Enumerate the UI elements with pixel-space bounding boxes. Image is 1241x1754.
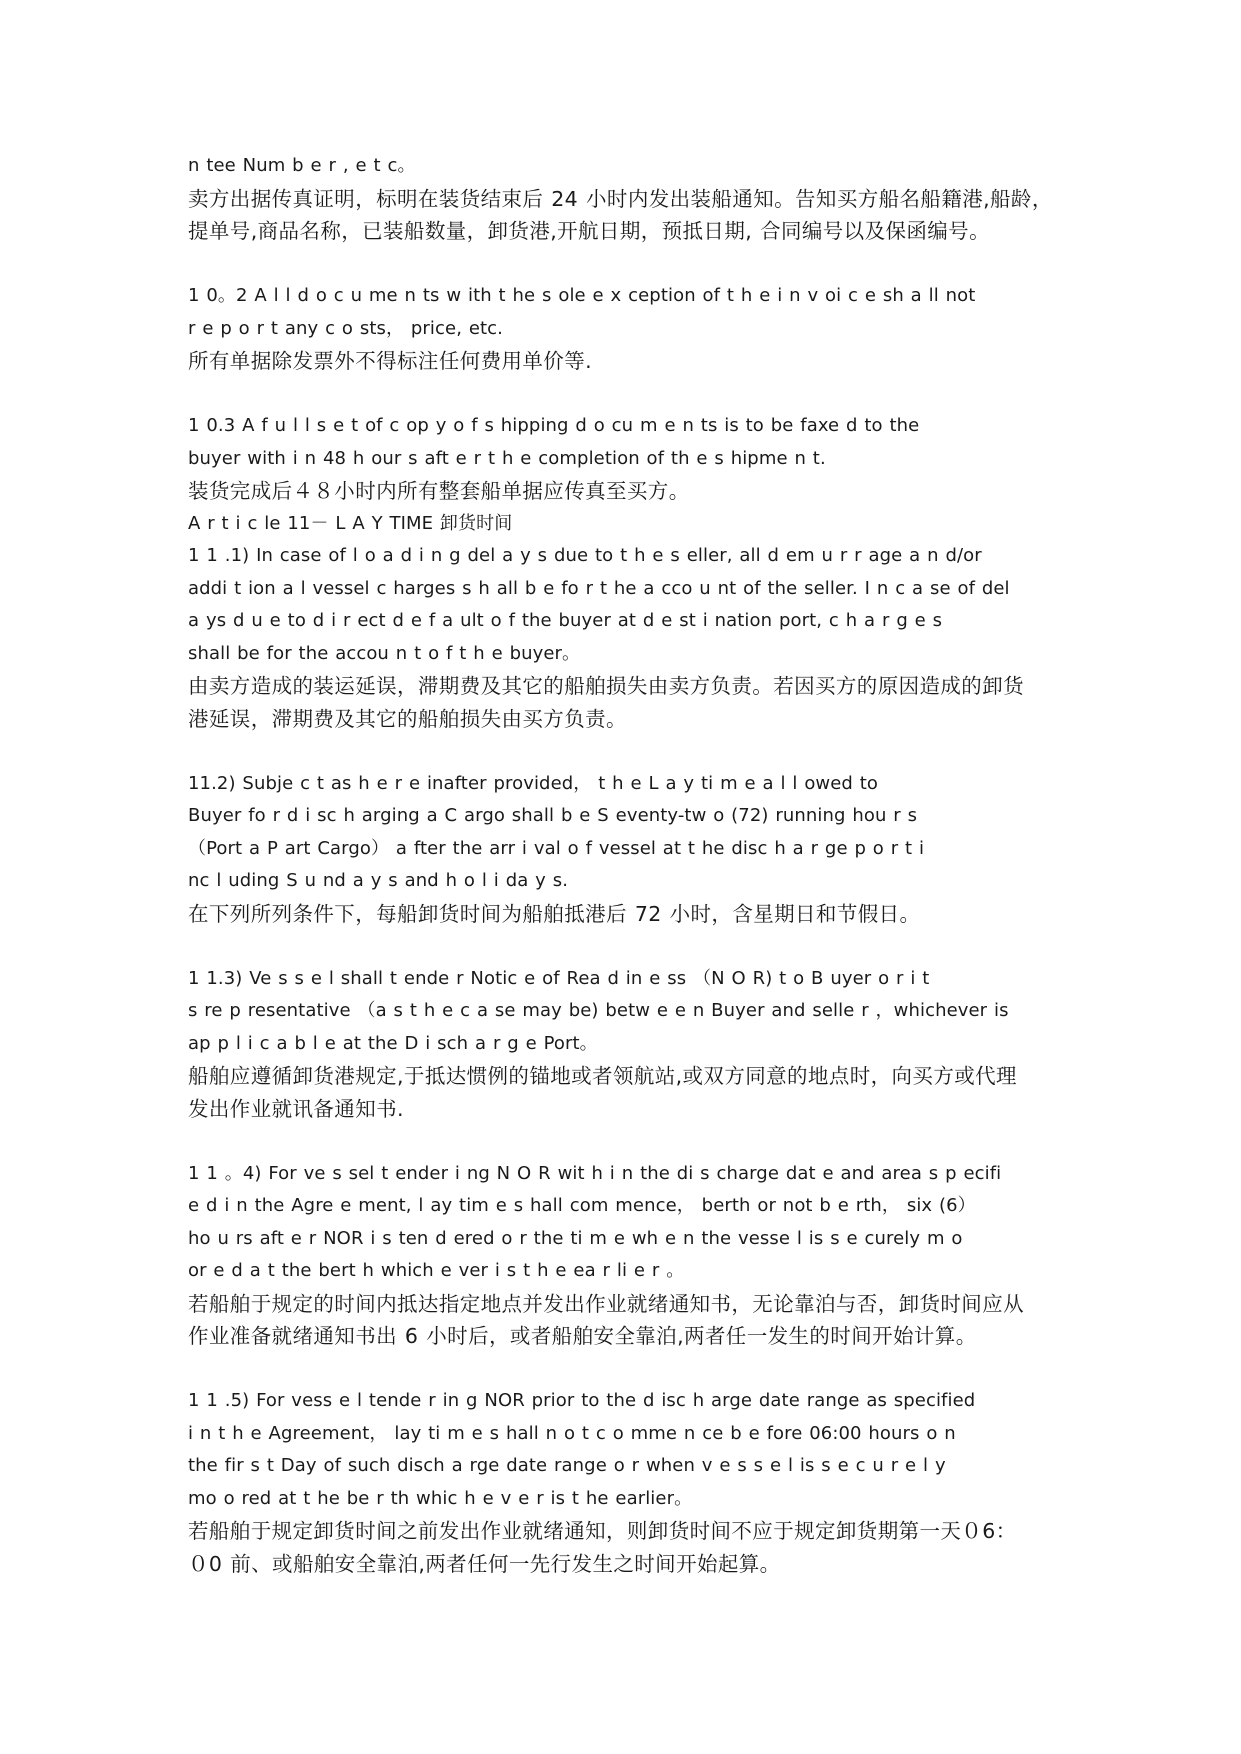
english-text-line: 1 1 .1) In case of l o a d i n g del a y s due to t h e s eller, all d em u r r age a n d/or xyxy=(188,545,982,566)
english-text-line: mo o red at t he be r th whic h e v e r is t he earlier。 xyxy=(188,1487,693,1509)
english-text-line: or e d a t the bert h which e ver i s t h e ea r li e r 。 xyxy=(188,1260,685,1281)
chinese-text-line: 提单号,商品名称，已装船数量，卸货港,开航日期，预抵日期, 合同编号以及保函编号。 xyxy=(188,219,990,243)
english-text-line: s re p resentative （a s t h e c a se may be) betw e e n Buyer and selle r ，whichever is xyxy=(188,1000,1009,1021)
clause-block xyxy=(188,768,1056,931)
english-text-line: A r t i c le 11－ L A Y TIME 卸货时间 xyxy=(188,512,513,534)
clause-block xyxy=(188,280,1056,378)
english-text-line: （Port a P art Cargo） a fter the arr i val o f vessel at t he disc h a r ge p o r t i xyxy=(188,837,925,859)
english-text-line: i n t h e Agreement， lay ti m e s hall n o t c o mme n ce b e fore 06:00 hours o n xyxy=(188,1422,956,1444)
paragraph-gap xyxy=(188,735,1056,768)
english-text-line: a ys d u e to d i r ect d e f a ult o f the buyer at d e st i nation port, c h a r g e s xyxy=(188,610,943,631)
english-text-line: Buyer fo r d i sc h arging a C argo shall b e S eventy-tw o (72) running hou r s xyxy=(188,805,918,826)
english-text-line: 1 1 。4) For ve s sel t ender i ng N O R wit h i n the di s charge dat e and area s p ecifi xyxy=(188,1162,1002,1184)
paragraph-gap xyxy=(188,930,1056,963)
english-text-line: shall be for the accou n t o f t h e buyer。 xyxy=(188,642,581,664)
english-text-line: 1 1.3) Ve s s e l shall t ende r Notic e of Rea d in e ss （N O R) t o B uyer o r i t xyxy=(188,967,930,989)
english-text-line: buyer with i n 48 h our s aft e r t h e completion of th e s hipme n t. xyxy=(188,447,826,469)
chinese-text-line: 港延误，滞期费及其它的船舶损失由买方负责。 xyxy=(188,706,627,731)
english-text-line: 1 1 .5) For vess e l tende r in g NOR prior to the d isc h arge date range as specified xyxy=(188,1390,976,1411)
chinese-text-line: 卖方出据传真证明，标明在装货结束后 24 小时内发出装船通知。告知买方船名船籍港,船龄， xyxy=(188,186,1053,211)
clause-block xyxy=(188,150,1056,248)
english-text-line: n tee Num b e r , e t c。 xyxy=(188,155,416,176)
chinese-text-line: ０0 前、或船舶安全靠泊,两者任何一先行发生之时间开始起算。 xyxy=(188,1551,781,1576)
chinese-text-line: 由卖方造成的装运延误，滞期费及其它的船舶损失由卖方负责。若因买方的原因造成的卸货 xyxy=(188,674,1024,698)
english-text-line: ap p l i c a b l e at the D i sch a r g e Port。 xyxy=(188,1032,598,1054)
chinese-text-line: 船舶应遵循卸货港规定,于抵达惯例的锚地或者领航站,或双方同意的地点时，向买方或代理 xyxy=(188,1064,1017,1088)
clause-block xyxy=(188,1385,1056,1580)
chinese-text-line: 装货完成后４８小时内所有整套船单据应传真至买方。 xyxy=(188,479,690,503)
english-text-line: 1 0.3 A f u l l s e t of c op y o f s hipping d o cu m e n ts is to be faxe d to the xyxy=(188,415,920,436)
english-text-line: 11.2) Subje c t as h e r e inafter provided， t h e L a y ti m e a l l owed to xyxy=(188,772,879,794)
chinese-text-line: 若船舶于规定卸货时间之前发出作业就绪通知，则卸货时间不应于规定卸货期第一天０6： xyxy=(188,1519,1017,1543)
english-text-line: the fir s t Day of such disch a rge date range o r when v e s s e l is s e c u r e l y xyxy=(188,1455,946,1476)
english-text-line: 1 0。2 A l l d o c u me n ts w ith t he s ole e x ception of t h e i n v oi c e sh a ll not xyxy=(188,285,976,306)
document-page xyxy=(188,150,1056,1580)
english-text-line: addi t ion a l vessel c harges s h all b e fo r t he a cco u nt of the seller. I n c a se of del xyxy=(188,577,1010,599)
paragraph-gap xyxy=(188,1353,1056,1386)
english-text-line: e d i n the Agre e ment, l ay tim e s hall com mence， berth or not b e rth， six (6） xyxy=(188,1195,976,1216)
english-text-line: r e p o r t any c o sts， price, etc. xyxy=(188,317,503,339)
paragraph-gap xyxy=(188,1125,1056,1158)
clause-block xyxy=(188,410,1056,735)
clause-block xyxy=(188,963,1056,1126)
chinese-text-line: 在下列所列条件下，每船卸货时间为船舶抵港后 72 小时，含星期日和节假日。 xyxy=(188,901,921,926)
paragraph-gap xyxy=(188,248,1056,281)
english-text-line: nc l uding S u nd a y s and h o l i da y s. xyxy=(188,870,569,891)
chinese-text-line: 所有单据除发票外不得标注任何费用单价等. xyxy=(188,349,593,373)
chinese-text-line: 作业准备就绪通知书出 6 小时后，或者船舶安全靠泊,两者任一发生的时间开始计算。 xyxy=(188,1324,977,1348)
chinese-text-line: 若船舶于规定的时间内抵达指定地点并发出作业就绪通知书，无论靠泊与否，卸货时间应从 xyxy=(188,1291,1024,1316)
english-text-line: ho u rs aft e r NOR i s ten d ered o r the ti m e wh e n the vesse l is s e curely m o xyxy=(188,1227,963,1249)
clause-block xyxy=(188,1158,1056,1353)
paragraph-gap xyxy=(188,378,1056,411)
chinese-text-line: 发出作业就讯备通知书. xyxy=(188,1096,404,1121)
